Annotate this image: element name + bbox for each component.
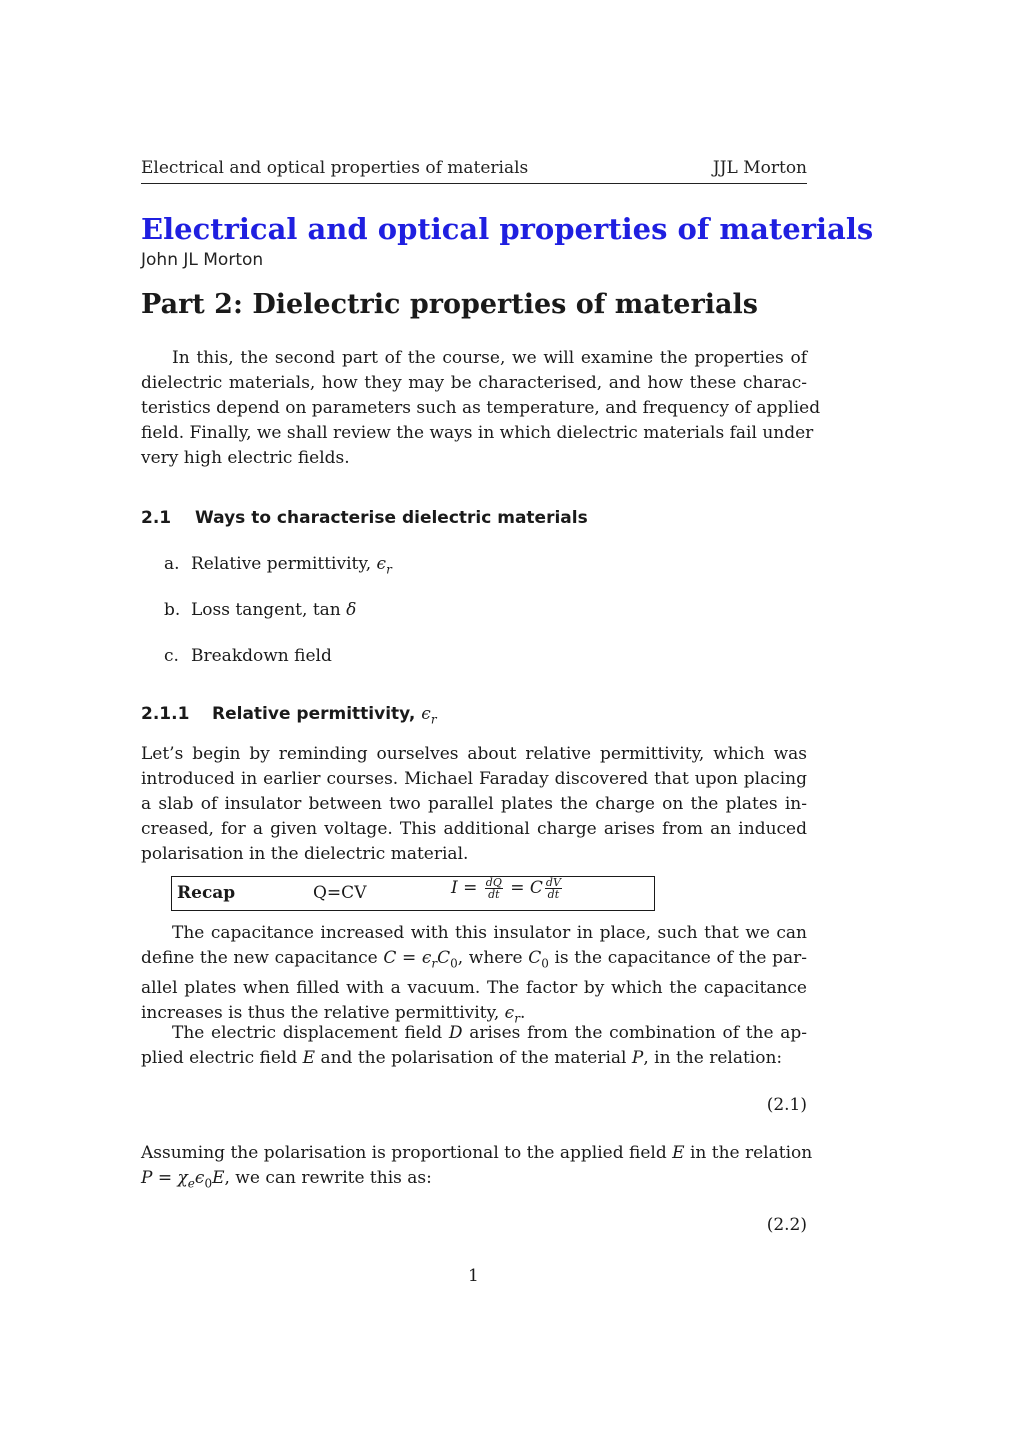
subscript: r (386, 562, 392, 577)
section-title: Ways to characterise dielectric materials (195, 508, 588, 528)
text-run: arises from the combination of the ap- (462, 1023, 807, 1043)
text-run: plied electric field (141, 1048, 303, 1068)
subscript: r (431, 956, 438, 971)
subscript: r (430, 712, 437, 727)
list-marker: c. (164, 646, 179, 666)
text-run: , in the relation: (643, 1048, 783, 1068)
list-marker: a. (164, 554, 180, 574)
fraction-numerator: dV (545, 876, 561, 889)
intro-line: field. Finally, we shall review the ways in which dielectric materials fail under (141, 423, 814, 443)
math-run: E (212, 1168, 225, 1188)
part-title: Part 2: Dielectric properties of materials (141, 289, 758, 320)
recap-charge-equation: Q=CV (313, 883, 367, 903)
text-run: . (519, 1003, 526, 1024)
section-heading-2-1 (141, 508, 588, 528)
document-title: Electrical and optical properties of materials (141, 212, 874, 246)
epsilon-symbol: ϵ (421, 704, 431, 724)
list-text: Breakdown field (191, 646, 332, 666)
list-marker: b. (164, 600, 181, 620)
intro-line: very high electric fields. (141, 448, 350, 468)
recap-current-equation (451, 877, 564, 900)
paragraph-line: The capacitance increased with this insulator in place, such that we can (172, 923, 807, 943)
page-number: 1 (468, 1266, 479, 1286)
list-item (164, 600, 356, 620)
author-name: John JL Morton (141, 250, 264, 270)
text-run: Assuming the polarisation is proportional to the applied field (141, 1143, 673, 1163)
section-heading-2-1-1 (141, 704, 437, 726)
recap-box (171, 876, 655, 911)
equation-number: (2.1) (766, 1095, 807, 1115)
paragraph-line (141, 1046, 807, 1071)
list-item (164, 554, 392, 576)
intro-line: In this, the second part of the course, we will examine the properties of (172, 348, 807, 368)
paragraph-line (141, 946, 807, 976)
math-run: E (302, 1048, 316, 1068)
epsilon-symbol: ϵ (504, 1003, 515, 1024)
subscript: 0 (204, 1176, 213, 1191)
fraction-dq-dt (485, 877, 503, 900)
paragraph-line: creased, for a given voltage. This additional charge arises from an induced (141, 819, 807, 839)
section-title: Relative permittivity, (212, 704, 422, 724)
subscript: 0 (541, 956, 549, 971)
list-text: Relative permittivity, (191, 554, 377, 574)
list-text: Loss tangent, tan (191, 600, 347, 620)
math-run: C (528, 948, 542, 968)
paragraph-line: Let’s begin by reminding ourselves about relative permittivity, which was (141, 744, 807, 764)
recap-label: Recap (177, 883, 236, 903)
section-number: 2.1 (141, 508, 172, 528)
fraction-denominator: dt (547, 888, 560, 901)
math-run: D (448, 1023, 463, 1043)
text-run: increases is thus the relative permittivity, (141, 1003, 505, 1024)
fraction-dv-dt (545, 877, 562, 900)
text-run: , we can rewrite this as: (224, 1168, 432, 1188)
paragraph-line: a slab of insulator between two parallel plates the charge on the plates in- (141, 794, 807, 814)
epsilon-symbol: ϵ (376, 554, 387, 574)
paragraph-line: polarisation in the dielectric material. (141, 844, 469, 864)
fraction-numerator: dQ (485, 876, 502, 889)
text-run: define the new capacitance (141, 948, 384, 968)
intro-line: teristics depend on parameters such as temperature, and frequency of applied (141, 398, 821, 418)
section-number: 2.1.1 (141, 704, 190, 724)
running-header-author: JJL Morton (712, 158, 807, 178)
math-run: P = χ (141, 1168, 188, 1188)
text-run: and the polarisation of the material (315, 1048, 632, 1068)
math-run: C (437, 948, 451, 968)
paragraph-polarisation (141, 1141, 813, 1196)
paragraph-line (141, 1166, 807, 1196)
eq-mid: = C (504, 878, 543, 898)
eq-lhs: I = (451, 878, 483, 898)
subscript: r (514, 1011, 520, 1026)
epsilon-symbol: ϵ (194, 1168, 205, 1188)
math-run: C = ϵ (383, 948, 432, 968)
math-run: P (631, 1048, 644, 1068)
intro-paragraph (141, 346, 821, 471)
header-rule (141, 183, 807, 184)
delta-symbol: δ (346, 600, 357, 620)
math-run: E (672, 1143, 685, 1163)
intro-line: dielectric materials, how they may be characterised, and how these charac- (141, 373, 807, 393)
paragraph-capacitance (141, 921, 807, 1032)
text-run: , where (457, 948, 529, 968)
fraction-denominator: dt (488, 888, 500, 901)
text-run: is the capacitance of the par- (548, 948, 807, 968)
equation-number: (2.2) (766, 1215, 807, 1235)
paragraph-line: introduced in earlier courses. Michael Faraday discovered that upon placing (141, 769, 807, 789)
text-run: in the relation (684, 1143, 813, 1163)
text-run: The electric displacement field (172, 1023, 449, 1043)
paragraph-displacement (141, 1021, 807, 1071)
paragraph-line (141, 1141, 813, 1166)
subscript: e (187, 1176, 195, 1191)
list-item (164, 646, 332, 666)
paragraph-line (141, 1021, 807, 1046)
paragraph-line: allel plates when filled with a vacuum. The factor by which the capacitance (141, 978, 807, 999)
paragraph-faraday (141, 742, 807, 867)
subscript: 0 (450, 956, 458, 971)
running-header-title: Electrical and optical properties of materials (141, 158, 529, 178)
